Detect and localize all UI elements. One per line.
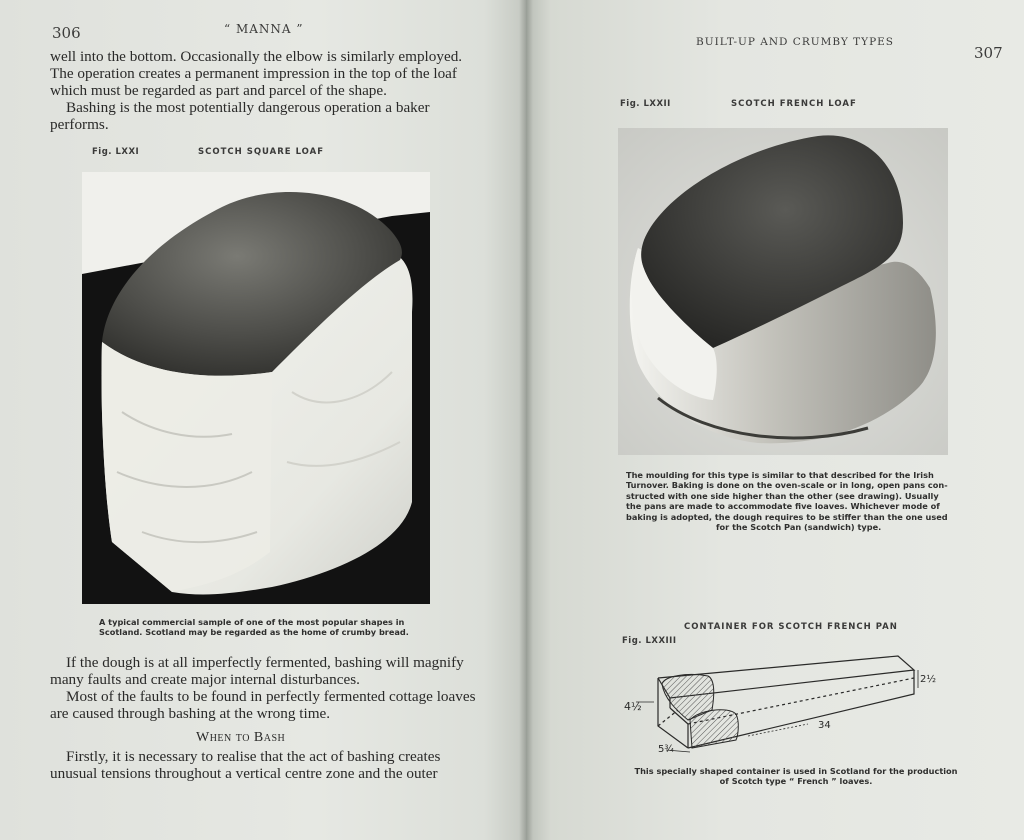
text-line: Bashing is the most potentially dangerous operation a baker (66, 99, 430, 116)
text-line: performs. (50, 116, 109, 133)
caption-line: structed with one side higher than the other (see drawing). Usually (626, 490, 939, 501)
figure-caption-71 (99, 617, 439, 638)
figure-label-71: Fig. LXXI (92, 147, 140, 157)
figure-caption-72 (626, 470, 956, 532)
caption-line: for the Scotch Pan (sandwich) type. (716, 522, 882, 533)
text-line: which must be regarded as part and parcel of the shape. (50, 82, 387, 99)
caption-line: A typical commercial sample of one of the most popular shapes in (99, 617, 405, 627)
page-number-right: 307 (974, 44, 1003, 62)
figure-label-72: Fig. LXXII (620, 99, 671, 109)
paragraph-middle (50, 654, 490, 722)
book-gutter (519, 0, 533, 840)
dimension-length: 34 (818, 720, 831, 731)
paragraph-top (50, 48, 482, 133)
caption-line: the pans are made to accommodate five loaves. Whichever mode of (626, 501, 940, 512)
running-head-left: “ MANNA ” (224, 22, 304, 36)
right-page (526, 0, 1024, 840)
text-line: If the dough is at all imperfectly fermented, bashing will magnify (66, 654, 464, 671)
caption-line: Turnover. Baking is done on the oven-scale or in long, open pans con- (626, 480, 948, 491)
caption-line: of Scotch type “ French ” loaves. (719, 776, 873, 787)
scotch-french-loaf-photo (618, 128, 948, 455)
running-head-right: BUILT-UP AND CRUMBY TYPES (696, 36, 895, 48)
caption-line: baking is adopted, the dough requires to be stiffer than the one used (626, 511, 948, 522)
text-line: Most of the faults to be found in perfectly fermented cottage loaves (66, 688, 476, 705)
section-heading-when-to-bash: When to Bash (196, 730, 286, 745)
page-number-left: 306 (52, 24, 81, 42)
text-line: The operation creates a permanent impression in the top of the loaf (50, 65, 457, 82)
figure-title-73: CONTAINER FOR SCOTCH FRENCH PAN (684, 622, 898, 632)
caption-line: The moulding for this type is similar to that described for the Irish (626, 470, 934, 480)
figure-title-72: SCOTCH FRENCH LOAF (731, 99, 857, 109)
text-line: unusual tensions throughout a vertical centre zone and the outer (50, 765, 438, 782)
caption-line: This specially shaped container is used in Scotland for the production (634, 766, 958, 776)
dimension-height-left: 4½ (624, 700, 642, 713)
dimension-height-right: 2½ (920, 674, 937, 685)
text-line: many faults and create major internal disturbances. (50, 671, 360, 688)
dimension-width-front: 5¾ (658, 744, 675, 755)
figure-caption-73 (626, 766, 966, 787)
paragraph-bottom (50, 748, 490, 782)
caption-line: Scotland. Scotland may be regarded as the home of crumby bread. (99, 627, 409, 638)
text-line: Firstly, it is necessary to realise that the act of bashing creates (66, 748, 441, 765)
figure-label-73: Fig. LXXIII (622, 636, 677, 646)
figure-title-71: SCOTCH SQUARE LOAF (198, 147, 325, 157)
text-line: are caused through bashing at the wrong time. (50, 705, 331, 722)
text-line: well into the bottom. Occasionally the elbow is similarly employed. (50, 48, 463, 65)
scotch-square-loaf-photo (82, 172, 430, 604)
pan-container-drawing (618, 648, 938, 756)
